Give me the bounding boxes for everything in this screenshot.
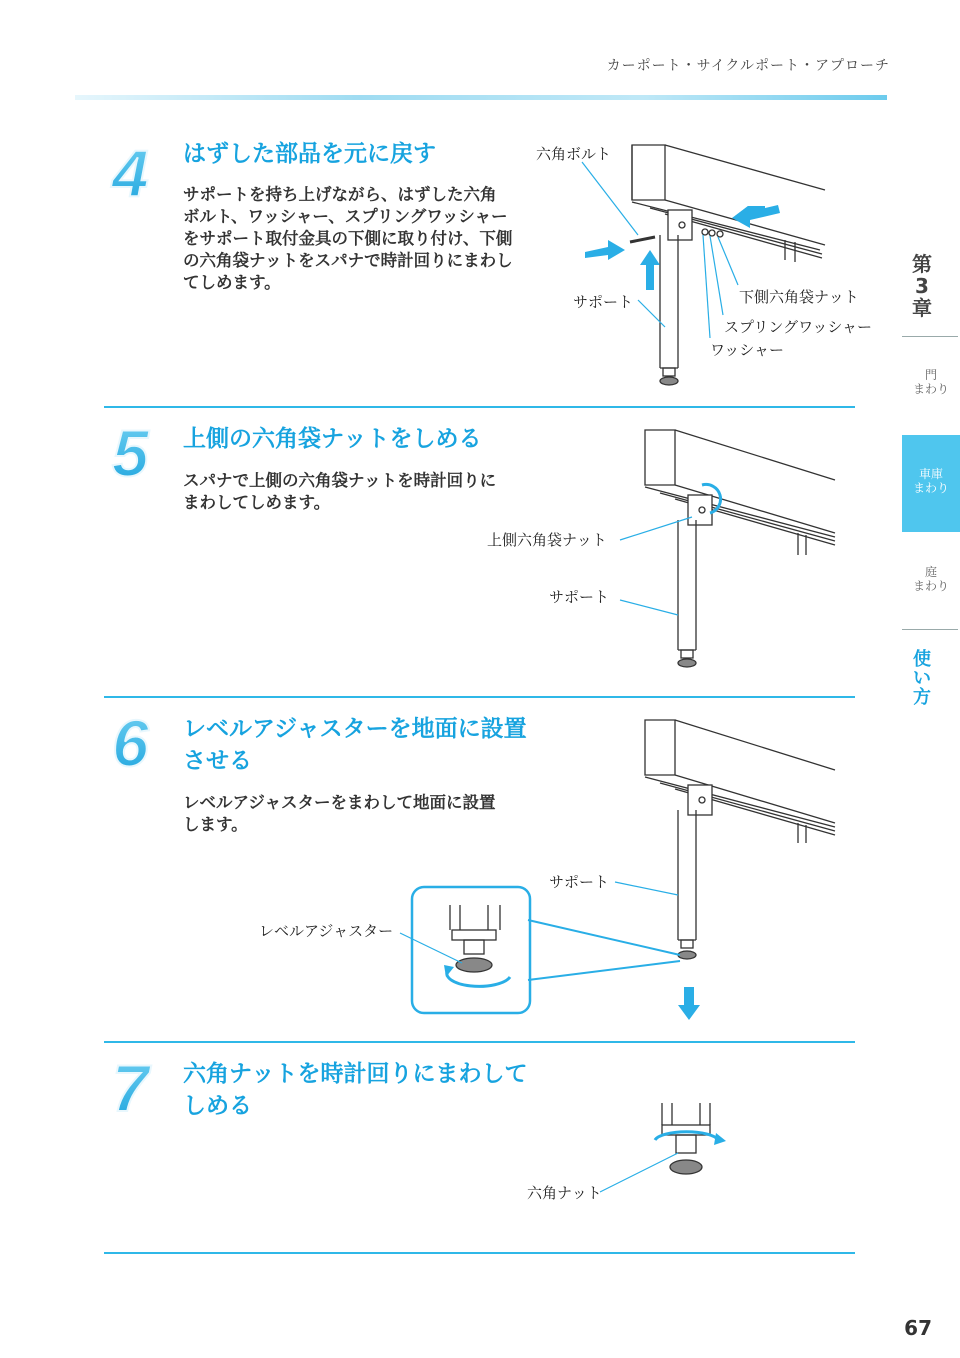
step-rule — [104, 1041, 855, 1043]
step-4-body: サポートを持ち上げながら、はずした六角 ボルト、ワッシャー、スプリングワッシャー をサポート取付金具の下側に取り付け、下側 の六角袋ナットをスパナで時計回りにまわし てしめます。 — [183, 185, 513, 292]
step-number-7 — [110, 1053, 170, 1123]
section-header: カーポート・サイクルポート・アプローチ — [606, 58, 890, 74]
chapter-label: 第 3 章 — [912, 252, 932, 320]
step-rule — [104, 1252, 855, 1254]
step-6-title: レベルアジャスターを地面に設置 させる — [183, 716, 527, 774]
sidebar-item-garage[interactable]: 車庫 まわり — [902, 435, 960, 532]
label-support: サポート — [573, 293, 634, 311]
svg-text:6: 6 — [112, 706, 149, 780]
step-4-title: はずした部品を元に戻す — [183, 141, 436, 167]
step-number-4 — [110, 138, 170, 208]
sidebar-divider — [902, 629, 958, 630]
step-5-title: 上側の六角袋ナットをしめる — [183, 426, 482, 452]
step-number-6 — [110, 708, 170, 778]
step-rule — [104, 406, 855, 408]
label-washer: ワッシャー — [710, 341, 784, 359]
step-6-illustration — [400, 715, 850, 1025]
label-level-adjuster: レベルアジャスター — [259, 922, 394, 940]
label-spring-washer: スプリングワッシャー — [724, 318, 873, 336]
label-support: サポート — [549, 873, 610, 891]
step-number-5 — [110, 418, 170, 488]
step-rule — [104, 696, 855, 698]
svg-text:5: 5 — [112, 416, 149, 490]
svg-text:7: 7 — [112, 1051, 149, 1125]
sidebar-item-garden[interactable]: 庭 まわり — [912, 565, 949, 593]
label-lower-nut: 下側六角袋ナット — [739, 288, 859, 306]
label-upper-nut: 上側六角袋ナット — [487, 531, 607, 549]
sidebar-divider — [902, 336, 958, 337]
page-number: 67 — [904, 1316, 932, 1340]
svg-text:4: 4 — [112, 136, 149, 210]
step-6-body: レベルアジャスターをまわして地面に設置 します。 — [183, 793, 496, 834]
label-support: サポート — [549, 588, 610, 606]
step-7-illustration — [600, 1095, 740, 1205]
header-rule — [75, 95, 887, 100]
label-hex-bolt: 六角ボルト — [536, 145, 612, 163]
step-5-illustration — [620, 425, 850, 680]
label-hex-nut: 六角ナット — [527, 1184, 602, 1202]
step-7-title: 六角ナットを時計回りにまわして しめる — [183, 1061, 528, 1119]
sidebar-item-gate[interactable]: 門 まわり — [912, 368, 949, 396]
sidebar-item-usage[interactable]: 使 い 方 — [913, 649, 931, 708]
step-5-body: スパナで上側の六角袋ナットを時計回りに まわしてしめます。 — [183, 471, 497, 512]
